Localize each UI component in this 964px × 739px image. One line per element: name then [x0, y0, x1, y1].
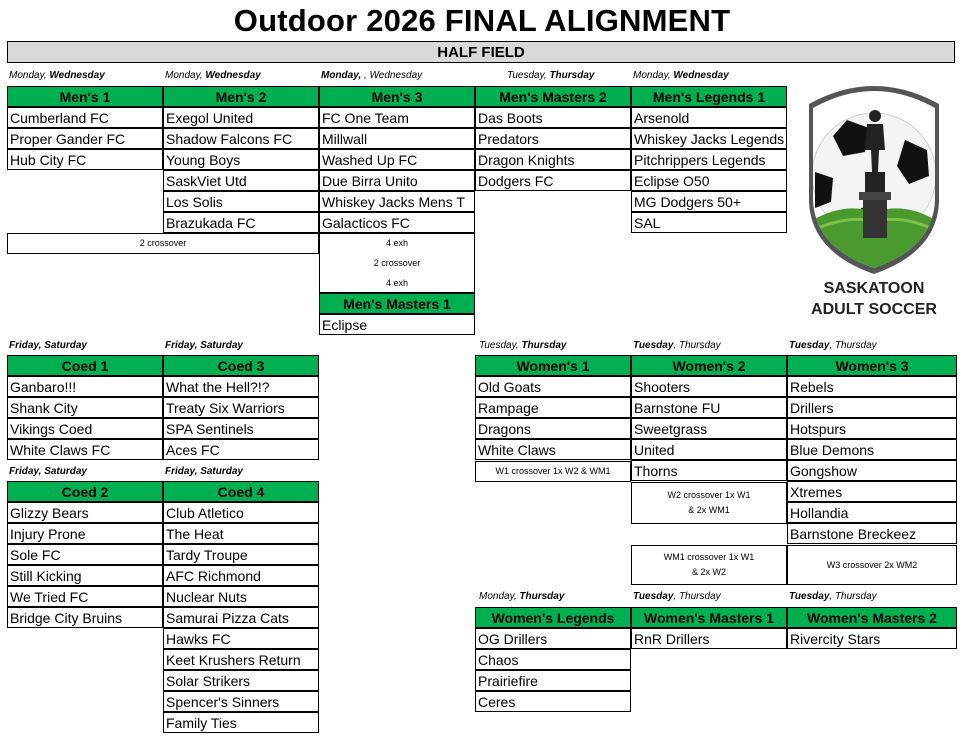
- womens-legends-team: Chaos: [475, 649, 631, 670]
- womens3-team: Hotspurs: [787, 418, 957, 439]
- womens-masters1-schedule-days: Tuesday, Thursday: [633, 591, 721, 602]
- coed2-team: Still Kicking: [7, 565, 163, 586]
- mens-masters2-team: Predators: [475, 128, 631, 149]
- coed4-team: Tardy Troupe: [163, 544, 319, 565]
- mens-legends1-team: SAL: [631, 212, 787, 233]
- womens1-team: Old Goats: [475, 376, 631, 397]
- mens3-team: FC One Team: [319, 107, 475, 128]
- womens3-schedule-days: Tuesday, Thursday: [789, 340, 877, 351]
- mens-masters2-team: Dragon Knights: [475, 149, 631, 170]
- coed4-team: Nuclear Nuts: [163, 586, 319, 607]
- mens1-team: Cumberland FC: [7, 107, 163, 128]
- coed4-team: Solar Strikers: [163, 670, 319, 691]
- coed2-team: Sole FC: [7, 544, 163, 565]
- coed1-team: Ganbaro!!!: [7, 376, 163, 397]
- mens3-exh-note-2: 4 exh: [385, 278, 409, 288]
- mens3-team: Millwall: [319, 128, 475, 149]
- mens3-schedule-days: Monday, , Wednesday: [321, 70, 423, 81]
- coed4-team: The Heat: [163, 523, 319, 544]
- mens-legends1-header: Men's Legends 1: [631, 86, 787, 107]
- wm1-crossover-note: WM1 crossover 1x W1 & 2x W2: [631, 545, 787, 585]
- coed4-team: Keet Krushers Return: [163, 649, 319, 670]
- coed1-schedule-days: Friday, Saturday: [9, 340, 87, 351]
- coed4-team: AFC Richmond: [163, 565, 319, 586]
- men-crossover-note: 2 crossover: [7, 233, 319, 254]
- mens1-schedule-days: Monday, Wednesday: [9, 70, 105, 81]
- mens2-schedule-days: Monday, Wednesday: [165, 70, 261, 81]
- mens2-team: Exegol United: [163, 107, 319, 128]
- womens-masters1-team: RnR Drillers: [631, 628, 787, 649]
- mens2-team: Brazukada FC: [163, 212, 319, 233]
- coed4-team: Family Ties: [163, 712, 319, 733]
- mens-legends1-team: Pitchrippers Legends: [631, 149, 787, 170]
- coed2-team: Injury Prone: [7, 523, 163, 544]
- mens-masters2-header: Men's Masters 2: [475, 86, 631, 107]
- womens2-team: Sweetgrass: [631, 418, 787, 439]
- womens-legends-header: Women's Legends: [475, 607, 631, 628]
- womens-masters2-header: Women's Masters 2: [787, 607, 957, 628]
- coed3-team: Aces FC: [163, 439, 319, 460]
- mens-legends1-schedule-days: Monday, Wednesday: [633, 70, 729, 81]
- womens2-team: Shooters: [631, 376, 787, 397]
- coed3-schedule-days: Friday, Saturday: [165, 340, 243, 351]
- womens-masters1-header: Women's Masters 1: [631, 607, 787, 628]
- mens-legends1-team: MG Dodgers 50+: [631, 191, 787, 212]
- coed1-header: Coed 1: [7, 355, 163, 376]
- mens2-team: SaskViet Utd: [163, 170, 319, 191]
- womens-legends-schedule-days: Monday, Thursday: [479, 591, 565, 602]
- womens2-team: Barnstone FU: [631, 397, 787, 418]
- coed4-header: Coed 4: [163, 481, 319, 502]
- coed3-header: Coed 3: [163, 355, 319, 376]
- womens1-schedule-days: Tuesday, Thursday: [479, 340, 567, 351]
- womens2-header: Women's 2: [631, 355, 787, 376]
- womens-masters2-schedule-days: Tuesday, Thursday: [789, 591, 877, 602]
- womens3-team: Xtremes: [787, 481, 957, 502]
- womens-legends-team: Prairiefire: [475, 670, 631, 691]
- womens3-team: Drillers: [787, 397, 957, 418]
- womens1-team: Rampage: [475, 397, 631, 418]
- mens3-team: Galacticos FC: [319, 212, 475, 233]
- womens3-team: Rebels: [787, 376, 957, 397]
- coed2-header: Coed 2: [7, 481, 163, 502]
- coed1-team: White Claws FC: [7, 439, 163, 460]
- womens-masters2-team: Rivercity Stars: [787, 628, 957, 649]
- coed3-team: Treaty Six Warriors: [163, 397, 319, 418]
- womens2-schedule-days: Tuesday, Thursday: [633, 340, 721, 351]
- mens-masters1-header: Men's Masters 1: [319, 293, 475, 314]
- mens-masters1-team: Eclipse: [319, 314, 475, 335]
- page-title: Outdoor 2026 FINAL ALIGNMENT: [233, 3, 731, 38]
- mens-legends1-team: Arsenold: [631, 107, 787, 128]
- coed2-team: Glizzy Bears: [7, 502, 163, 523]
- coed2-schedule-days: Friday, Saturday: [9, 466, 87, 477]
- mens3-team: Washed Up FC: [319, 149, 475, 170]
- womens3-team: Hollandia: [787, 502, 957, 523]
- mens-masters2-schedule-days: Tuesday, Thursday: [507, 70, 595, 81]
- logo-line-1: SASKATOON: [823, 280, 925, 297]
- womens2-team: Thorns: [631, 460, 787, 481]
- coed3-team: What the Hell?!?: [163, 376, 319, 397]
- mens-legends1-team: Eclipse O50: [631, 170, 787, 191]
- half-field-banner: HALF FIELD: [7, 41, 955, 63]
- mens3-crossover-note: 2 crossover: [373, 258, 421, 268]
- coed3-team: SPA Sentinels: [163, 418, 319, 439]
- coed4-team: Club Atletico: [163, 502, 319, 523]
- mens2-team: Young Boys: [163, 149, 319, 170]
- womens-legends-team: Ceres: [475, 691, 631, 712]
- mens3-team: Whiskey Jacks Mens T: [319, 191, 475, 212]
- mens-masters2-team: Dodgers FC: [475, 170, 631, 191]
- coed4-schedule-days: Friday, Saturday: [165, 466, 243, 477]
- mens-masters2-team: Das Boots: [475, 107, 631, 128]
- coed2-team: Bridge City Bruins: [7, 607, 163, 628]
- coed4-team: Spencer's Sinners: [163, 691, 319, 712]
- coed1-team: Vikings Coed: [7, 418, 163, 439]
- mens-legends1-team: Whiskey Jacks Legends: [631, 128, 787, 149]
- saskatoon-adult-soccer-logo: [805, 80, 943, 320]
- coed4-team: Hawks FC: [163, 628, 319, 649]
- mens1-team: Proper Gander FC: [7, 128, 163, 149]
- womens3-team: Barnstone Breckeez: [787, 523, 957, 544]
- w2-crossover-note: W2 crossover 1x W1 & 2x WM1: [631, 482, 787, 524]
- womens3-team: Gongshow: [787, 460, 957, 481]
- mens1-team: Hub City FC: [7, 149, 163, 170]
- w1-crossover-note: W1 crossover 1x W2 & WM1: [475, 461, 631, 482]
- womens1-header: Women's 1: [475, 355, 631, 376]
- mens3-team: Due Birra Unito: [319, 170, 475, 191]
- womens1-team: White Claws: [475, 439, 631, 460]
- mens2-header: Men's 2: [163, 86, 319, 107]
- womens2-team: United: [631, 439, 787, 460]
- logo-line-2: ADULT SOCCER: [811, 301, 937, 318]
- coed4-team: Samurai Pizza Cats: [163, 607, 319, 628]
- womens-legends-team: OG Drillers: [475, 628, 631, 649]
- womens1-team: Dragons: [475, 418, 631, 439]
- coed1-team: Shank City: [7, 397, 163, 418]
- w3-crossover-note: W3 crossover 2x WM2: [787, 545, 957, 585]
- womens3-team: Blue Demons: [787, 439, 957, 460]
- mens3-exh-note-1: 4 exh: [385, 238, 409, 248]
- mens3-header: Men's 3: [319, 86, 475, 107]
- mens1-header: Men's 1: [7, 86, 163, 107]
- mens2-team: Shadow Falcons FC: [163, 128, 319, 149]
- womens3-header: Women's 3: [787, 355, 957, 376]
- mens2-team: Los Solis: [163, 191, 319, 212]
- coed2-team: We Tried FC: [7, 586, 163, 607]
